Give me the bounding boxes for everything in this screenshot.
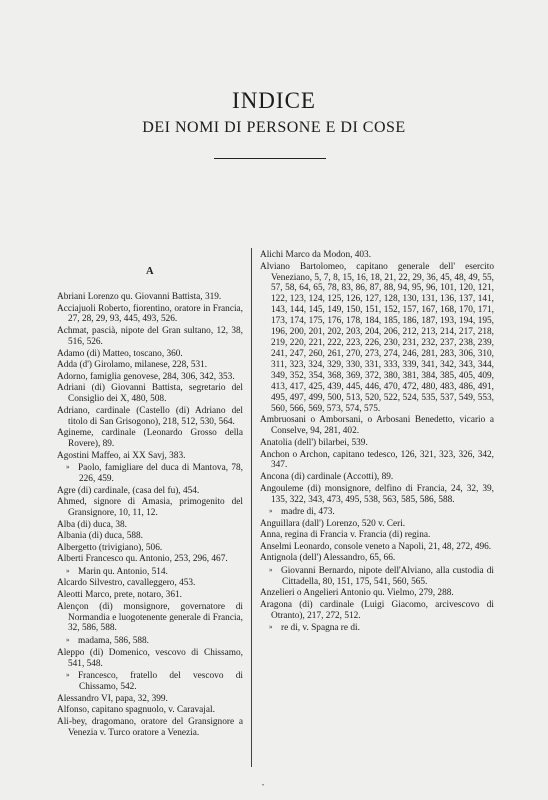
index-entry (260, 553, 494, 564)
section-letter: A (145, 266, 155, 277)
index-entry (57, 694, 243, 705)
index-entry (57, 292, 243, 303)
page-title: INDICE (232, 88, 316, 113)
index-entry (57, 360, 243, 371)
index-entry (57, 497, 243, 519)
index-entry (260, 506, 494, 518)
entry-text: Adriano, cardinale (Castello (di) Adriano del titolo di San Grisogono), 218, 512, 530, 564. (57, 405, 243, 427)
left-entries (57, 292, 243, 739)
entry-text: Achmat, pascià, nipote del Gran sultano, 12, 38, 516, 526. (57, 326, 243, 347)
entry-text: Aleotti Marco, prete, notaro, 361. (57, 590, 182, 601)
entry-text: Adorno, famiglia genovese, 284, 306, 342, 353. (57, 371, 235, 382)
page-subtitle: DEI NOMI DI PERSONE E DI COSE (142, 119, 406, 136)
index-entry (57, 717, 243, 739)
index-entry (57, 372, 243, 383)
index-entry (260, 530, 494, 541)
index-entry (260, 542, 494, 553)
entry-text: Agostini Maffeo, ai XX Savj, 383. (57, 450, 186, 461)
ditto-mark: » (66, 566, 70, 575)
entry-text: Acciajuoli Roberto, fiorentino, oratore in Francia, 27, 28, 29, 93, 445, 493, 526. (57, 303, 243, 325)
entry-text: Agineme, cardinale (Leonardo Grosso della Rovere), 89. (57, 428, 243, 450)
index-entry (260, 519, 494, 530)
index-entry (57, 406, 243, 428)
index-entry (57, 304, 243, 326)
entry-text: Francesco, fratello del vescovo di Chissamo, 542. (78, 671, 243, 693)
index-entry (57, 543, 243, 554)
entry-text: Abriani Lorenzo qu. Giovanni Battista, 319. (57, 291, 222, 302)
entry-text: Anselmi Leonardo, console veneto a Napoli, 21, 48, 272, 496. (260, 541, 492, 552)
index-entry (57, 578, 243, 589)
entry-text: Albergetto (trivigiano), 506. (57, 542, 163, 553)
entry-text: madama, 586, 588. (78, 636, 150, 647)
index-entry (57, 462, 243, 485)
index-entry (57, 590, 243, 601)
index-entry (57, 383, 243, 405)
ditto-mark: » (269, 565, 273, 574)
entry-text: Alessandro VI, papa, 32, 399. (57, 693, 168, 704)
entry-text: Agre (di) cardinale, (casa del fu), 454. (57, 485, 200, 496)
index-entry (57, 349, 243, 360)
entry-text: Paolo, famigliare del duca di Mantova, 78, 226, 459. (78, 463, 243, 485)
index-entry (260, 565, 494, 588)
index-entry (260, 262, 494, 415)
index-entry (260, 250, 494, 261)
index-entry (260, 472, 494, 483)
index-entry (57, 648, 243, 670)
index-entry (260, 622, 494, 634)
entry-text: Ancona (di) cardinale (Accotti), 89. (260, 472, 394, 483)
index-entry (57, 520, 243, 531)
entry-text: Anchon o Archon, capitano tedesco, 126, 321, 323, 326, 342, 347. (260, 449, 494, 471)
ditto-mark: » (66, 636, 70, 645)
index-entry (260, 600, 494, 622)
index-entry (260, 484, 494, 506)
index-entry (57, 566, 243, 578)
ditto-mark: » (66, 671, 70, 680)
left-column (57, 257, 243, 739)
index-entry (260, 450, 494, 472)
entry-text: Anatolia (dell') bilarbei, 539. (260, 437, 368, 448)
entry-text: Alba (di) duca, 38. (57, 519, 127, 530)
entry-text: Angouleme (di) monsignore, delfino di Francia, 24, 32, 39, 135, 322, 343, 473, 495, 538, 563, 585, 586, 588. (260, 483, 494, 505)
entry-text: Alviano Bartolomeo, capitano generale dell' esercito Veneziano, 5, 7, 8, 15, 16, 18, 21, 22, 29, 36, 45, 48, 49, 55, 57, 58, 64, 65, 78, 83, 86, 87, 88, 94, 95, 96, 101, 120, 121, 122, 123, 124, 125, 126, 127, 128, 130, 131, 136, 137, 141, 143, 144, 145, 149, 150, 151, 152, 157, 167, 168, 170, 171, 173, 174, 175, 176, 178, 184, 185, 186, 187, 193, 194, 195, 196, 200, 201, 202, 203, 204, 206, 212, 213, 214, 217, 218, 219, 220, 221, 222, 223, 226, 230, 231, 232, 237, 238, 239, 241, 247, 260, 261, 270, 273, 274, 246, 281, 283, 306, 310, 311, 323, 324, 329, 330, 331, 333, 339, 341, 342, 343, 344, 349, 352, 354, 368, 369, 372, 380, 381, 384, 385, 405, 409, 413, 417, 425, 439, 445, 446, 470, 472, 480, 483, 486, 491, 495, 497, 499, 500, 513, 520, 522, 524, 535, 537, 549, 553, 560, 566, 569, 573, 574, 575. (260, 261, 494, 414)
index-entry (57, 635, 243, 647)
entry-text: Alichi Marco da Modon, 403. (260, 250, 372, 260)
entry-text: Marin qu. Antonio, 514. (78, 566, 168, 577)
index-entry (57, 486, 243, 497)
entry-text: Adriani (di) Giovanni Battista, segretario del Consiglio dei X, 480, 508. (57, 383, 243, 405)
index-entry (260, 415, 494, 437)
ditto-mark: » (269, 507, 273, 516)
entry-text: Anguillara (dall') Lorenzo, 520 v. Ceri. (260, 518, 406, 529)
entry-text: Antignola (dell') Alessandro, 65, 66. (260, 553, 396, 564)
column-divider (251, 248, 252, 767)
right-entries (260, 250, 494, 634)
entry-text: Aleppo (di) Domenico, vescovo di Chissamo, 541, 548. (57, 647, 243, 669)
ditto-mark: » (66, 463, 70, 472)
entry-text: Anzelieri o Angelieri Antonio qu. Vielmo, 279, 288. (260, 588, 454, 599)
entry-text: Alberti Francesco qu. Antonio, 253, 296, 467. (57, 554, 228, 565)
entry-text: Alençon (di) monsignore, governatore di Normandia e luogotenente generale di Francia, 32, 586, 588. (57, 601, 243, 634)
entry-text: Alcardo Silvestro, cavalleggero, 453. (57, 578, 196, 589)
entry-text: Ahmed, signore di Amasia, primogenito del Gransignore, 10, 11, 12. (57, 497, 243, 519)
entry-text: re di, v. Spagna re di. (281, 623, 360, 634)
index-entry (260, 438, 494, 449)
entry-text: Aragona (di) cardinale (Luigi Giacomo, arcivescovo di Otranto), 217, 272, 512. (260, 599, 494, 621)
entry-text: Adda (d') Girolamo, milanese, 228, 531. (57, 360, 208, 371)
right-column (260, 250, 494, 635)
index-entry (57, 326, 243, 348)
index-entry (57, 451, 243, 462)
entry-text: Albania (di) duca, 588. (57, 531, 143, 542)
index-entry (57, 602, 243, 635)
entry-text: madre di, 473. (281, 507, 335, 518)
index-entry (57, 670, 243, 693)
index-entry (57, 554, 243, 565)
entry-text: Giovanni Bernardo, nipote dell'Alviano, alla custodia di Cittadella, 80, 151, 175, 541, 560, 565. (281, 565, 494, 587)
page-speck: • (262, 783, 265, 789)
entry-text: Adamo (di) Matteo, toscano, 360. (57, 348, 183, 359)
title-rule (214, 158, 326, 159)
index-entry (260, 588, 494, 599)
entry-text: Ali-bey, dragomano, oratore del Gransignore a Venezia v. Turco oratore a Venezia. (57, 716, 243, 738)
index-entry (57, 705, 243, 716)
index-entry (57, 531, 243, 542)
entry-text: Alfonso, capitano spagnuolo, v. Caravajal. (57, 705, 215, 716)
entry-text: Ambruosani o Amborsani, o Arbosani Benedetto, vicario a Conselve, 94, 281, 402. (260, 415, 494, 437)
index-entry (57, 428, 243, 450)
entry-text: Anna, regina di Francia v. Francia (di) regina. (260, 530, 431, 541)
ditto-mark: » (269, 623, 273, 632)
